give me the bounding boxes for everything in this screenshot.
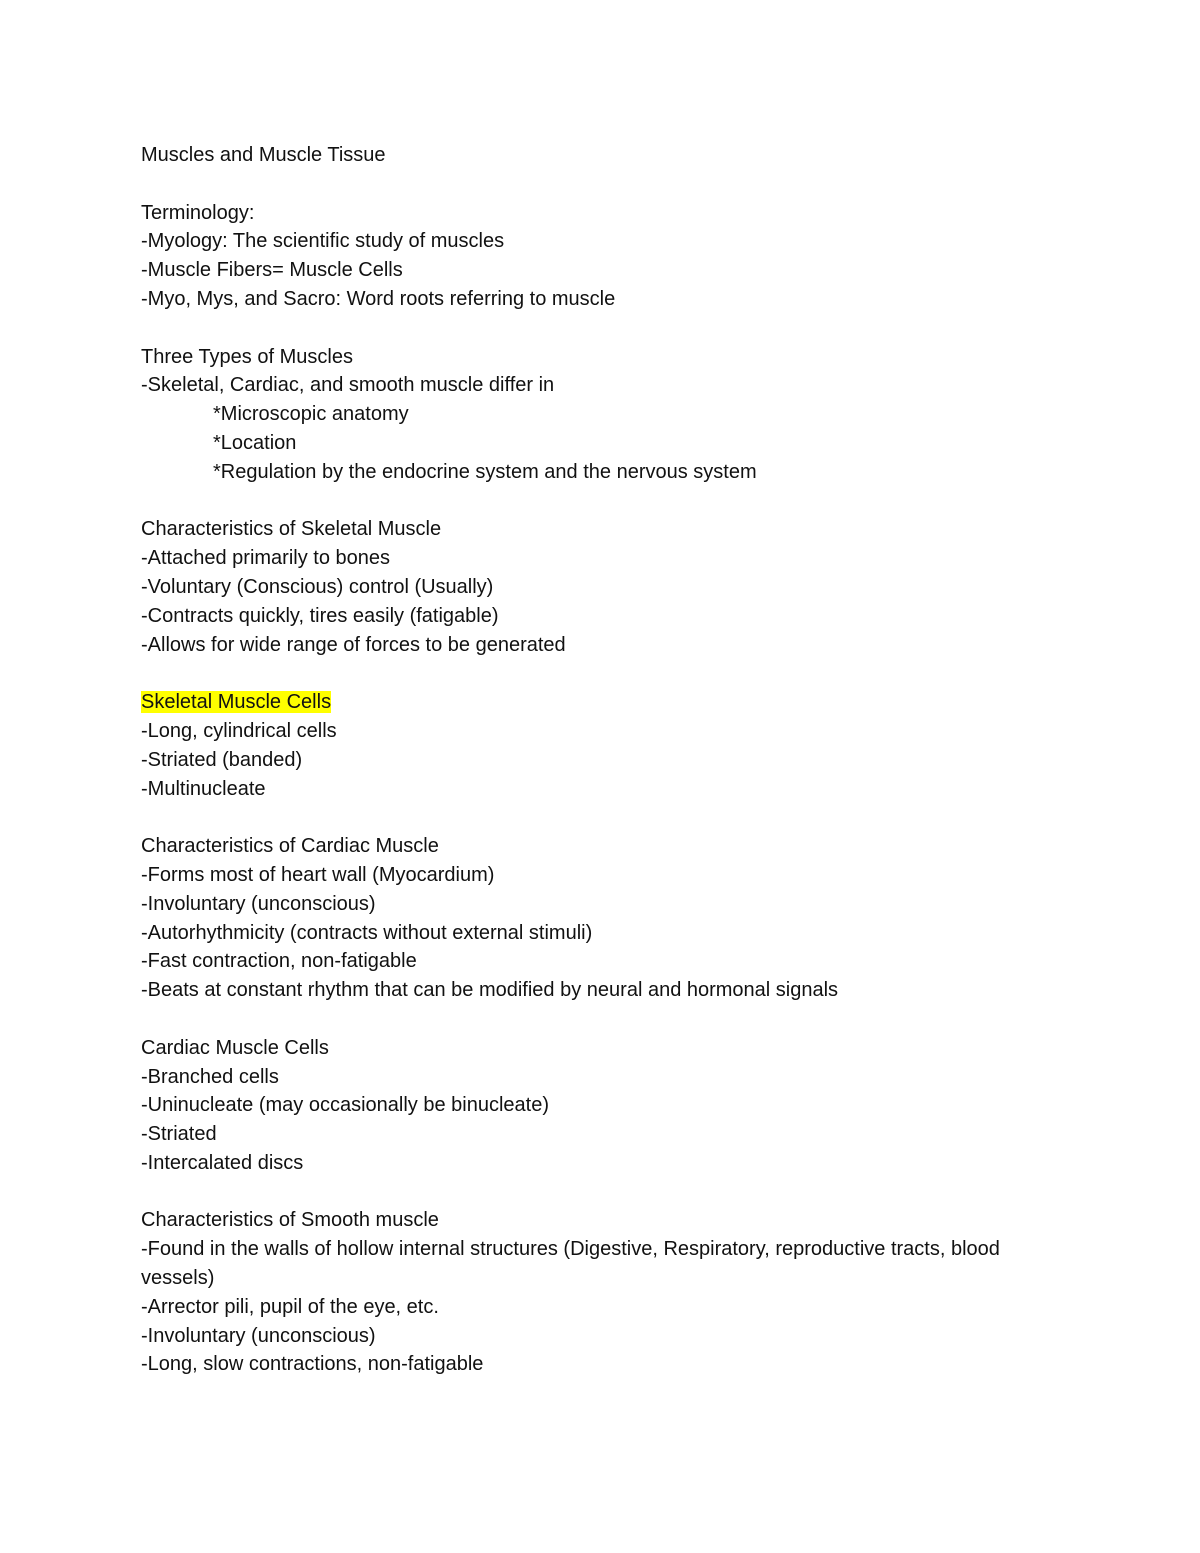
list-item: -Long, cylindrical cells bbox=[141, 719, 337, 742]
sub-list-item: *Regulation by the endocrine system and the nervous system bbox=[213, 460, 757, 483]
list-item: -Uninucleate (may occasionally be binucleate) bbox=[141, 1094, 549, 1117]
sub-list-item: *Microscopic anatomy bbox=[213, 403, 409, 426]
section-skeletal-characteristics bbox=[141, 515, 1041, 659]
section-cardiac-characteristics bbox=[141, 832, 1041, 1005]
list-item: -Found in the walls of hollow internal structures (Digestive, Respiratory, reproductive tracts, blood vessels) bbox=[141, 1238, 1000, 1290]
list-item: -Striated bbox=[141, 1123, 217, 1146]
list-item: -Myology: The scientific study of muscles bbox=[141, 230, 505, 253]
list-item: -Allows for wide range of forces to be generated bbox=[141, 633, 566, 656]
section-heading-skeletal-cells: Skeletal Muscle Cells bbox=[141, 691, 332, 714]
section-terminology bbox=[141, 199, 1041, 314]
list-item: -Intercalated discs bbox=[141, 1151, 304, 1174]
list-item: -Autorhythmicity (contracts without external stimuli) bbox=[141, 921, 593, 944]
spacer bbox=[141, 1178, 1041, 1207]
section-three-types bbox=[141, 343, 1041, 487]
list-item: -Voluntary (Conscious) control (Usually) bbox=[141, 575, 494, 598]
spacer bbox=[141, 170, 1041, 199]
list-item: -Multinucleate bbox=[141, 777, 266, 800]
section-smooth-characteristics bbox=[141, 1206, 1041, 1379]
list-item: -Long, slow contractions, non-fatigable bbox=[141, 1353, 484, 1376]
section-cardiac-cells bbox=[141, 1034, 1041, 1178]
section-skeletal-cells bbox=[141, 688, 1041, 803]
list-item: -Forms most of heart wall (Myocardium) bbox=[141, 863, 495, 886]
list-item: -Fast contraction, non-fatigable bbox=[141, 950, 417, 973]
section-heading-cardiac-cells: Cardiac Muscle Cells bbox=[141, 1036, 329, 1059]
list-item: -Contracts quickly, tires easily (fatigable) bbox=[141, 604, 499, 627]
list-item: -Striated (banded) bbox=[141, 748, 303, 771]
section-heading-terminology: Terminology: bbox=[141, 201, 255, 224]
section-heading-skeletal-cells-wrapper bbox=[141, 688, 1041, 717]
list-item: -Involuntary (unconscious) bbox=[141, 892, 376, 915]
list-item: -Branched cells bbox=[141, 1065, 279, 1088]
spacer bbox=[141, 803, 1041, 832]
spacer bbox=[141, 487, 1041, 516]
list-item: -Beats at constant rhythm that can be modified by neural and hormonal signals bbox=[141, 979, 839, 1002]
section-heading-skeletal-characteristics: Characteristics of Skeletal Muscle bbox=[141, 518, 442, 541]
list-item: -Muscle Fibers= Muscle Cells bbox=[141, 259, 403, 282]
section-heading-three-types: Three Types of Muscles bbox=[141, 345, 353, 368]
sub-list-item: *Location bbox=[213, 431, 297, 454]
spacer bbox=[141, 1005, 1041, 1034]
list-item: -Arrector pili, pupil of the eye, etc. bbox=[141, 1295, 439, 1318]
section-heading-smooth-characteristics: Characteristics of Smooth muscle bbox=[141, 1209, 439, 1232]
document-title: Muscles and Muscle Tissue bbox=[141, 144, 386, 166]
list-item: -Involuntary (unconscious) bbox=[141, 1324, 376, 1347]
list-item: -Skeletal, Cardiac, and smooth muscle differ in bbox=[141, 374, 555, 397]
spacer bbox=[141, 659, 1041, 688]
list-item: -Myo, Mys, and Sacro: Word roots referring to muscle bbox=[141, 287, 616, 310]
list-item: -Attached primarily to bones bbox=[141, 547, 391, 570]
section-heading-cardiac-characteristics: Characteristics of Cardiac Muscle bbox=[141, 835, 439, 858]
document-body bbox=[141, 141, 1041, 1379]
spacer bbox=[141, 314, 1041, 343]
